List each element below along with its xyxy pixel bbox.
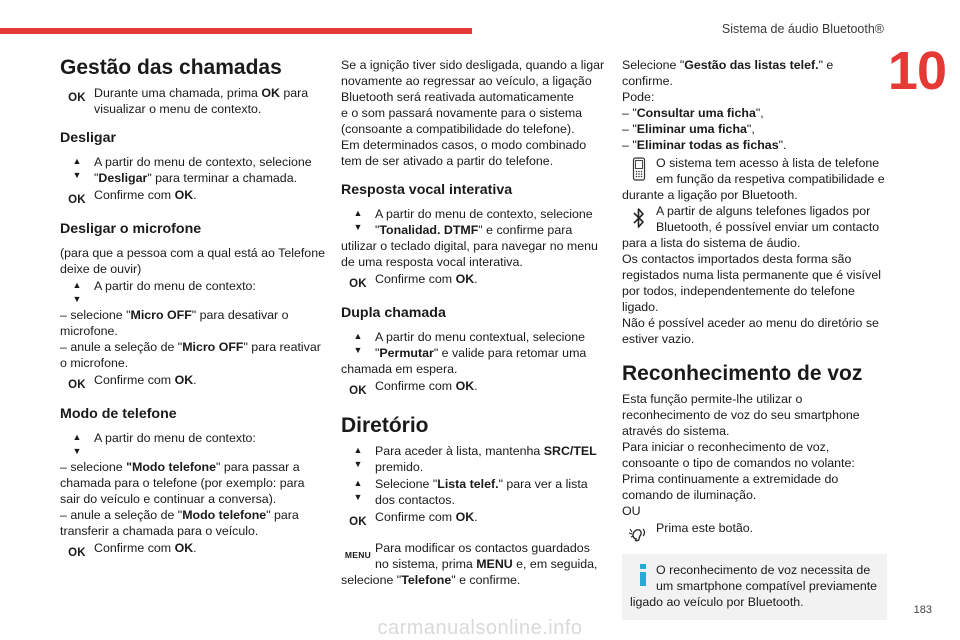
header-section-title: Sistema de áudio Bluetooth® xyxy=(721,22,884,36)
title-diretorio: Diretório xyxy=(341,414,429,437)
voz-paragraph-2: Para iniciar o reconhecimento de voz, consoante o tipo de comandos no volante: xyxy=(622,440,855,470)
bluetooth-icon xyxy=(632,207,646,229)
resposta-confirm: OK Confirme com OK. xyxy=(349,272,478,290)
note-bluetooth-3: Não é possível aceder ao menu do diretório se estiver vazio. xyxy=(622,316,879,346)
voz-paragraph-3: Prima continuamente a extremidade do comando de iluminação. xyxy=(622,472,839,502)
note-bluetooth-2: Os contactos importados desta forma são registados numa lista permanente que é visível por todos, independentemente do telefone ligado. xyxy=(622,252,881,314)
arrow-down-icon: ▼ xyxy=(353,492,363,502)
arrow-up-icon: ▲ xyxy=(353,208,363,218)
title-reconhecimento-voz: Reconhecimento de voz xyxy=(622,362,863,385)
arrow-down-icon: ▼ xyxy=(353,222,363,232)
arrow-up-icon: ▲ xyxy=(353,331,363,341)
dupla-confirm: OK Confirme com OK. xyxy=(349,379,478,397)
ok-button-icon: OK xyxy=(68,379,86,391)
resposta-step: ▲ ▼ A partir do menu de contexto, selecione "Tonalidad. DTMF" e confirme para utilizar o teclado digital, para navegar no menu de uma resposta vocal interativa. xyxy=(341,207,598,269)
gestao-listas: Selecione "Gestão das listas telef." e confirme. xyxy=(622,58,834,88)
desligar-confirm: OK Confirme com OK. xyxy=(68,188,197,206)
menu-button-icon: MENU xyxy=(344,550,372,560)
arrow-up-icon: ▲ xyxy=(353,445,363,455)
intro-step: OK Durante uma chamada, prima OK para visualizar o menu de contexto. xyxy=(68,86,309,116)
ok-button-icon: OK xyxy=(68,194,86,206)
microfone-step: ▲ ▼ A partir do menu de contexto: xyxy=(72,279,256,304)
header-accent-bar xyxy=(0,28,472,34)
pode-label: Pode: xyxy=(622,90,655,104)
microfone-description: (para que a pessoa com a qual está ao Telefone deixe de ouvir) xyxy=(60,246,325,276)
arrow-up-icon: ▲ xyxy=(353,478,363,488)
heading-desligar: Desligar xyxy=(60,130,116,146)
arrow-up-icon: ▲ xyxy=(72,156,82,166)
page-number: 183 xyxy=(913,604,932,616)
heading-modo-telefone: Modo de telefone xyxy=(60,406,177,422)
info-icon xyxy=(639,564,647,586)
telefone-confirm: OK Confirme com OK. xyxy=(68,541,197,559)
arrow-down-icon: ▼ xyxy=(72,294,82,304)
ok-button-icon: OK xyxy=(349,516,367,528)
arrow-down-icon: ▼ xyxy=(353,345,363,355)
option-eliminar-todas: – "Eliminar todas as fichas". xyxy=(622,138,787,152)
voz-paragraph-1: Esta função permite-lhe utilizar o reconhecimento de voz do seu smartphone através do sistema. xyxy=(622,392,860,438)
column-1 xyxy=(60,50,325,562)
diretorio-step-1: ▲ ▼ Para aceder à lista, mantenha SRC/TEL premido. xyxy=(353,444,597,474)
microfone-line-2: – anule a seleção de "Micro OFF" para reativar o microfone. xyxy=(60,340,321,370)
ok-button-icon: OK xyxy=(68,547,86,559)
telefone-step: ▲ ▼ A partir do menu de contexto: xyxy=(72,431,256,456)
ignition-text: Se a ignição tiver sido desligada, quando a ligar novamente ao regressar ao veículo, a ligação Bluetooth será reativada automaticamente xyxy=(341,58,605,104)
arrow-up-icon: ▲ xyxy=(72,280,82,290)
ok-button-icon: OK xyxy=(349,278,367,290)
voz-ou: OU xyxy=(622,504,641,518)
column-3 xyxy=(622,57,887,620)
ok-button-icon: OK xyxy=(68,92,86,104)
dupla-step: ▲ ▼ A partir do menu contextual, selecione "Permutar" e valide para retomar uma chamada em espera. xyxy=(341,330,587,376)
option-consultar: – "Consultar uma ficha", xyxy=(622,106,764,120)
arrow-up-icon: ▲ xyxy=(72,432,82,442)
microfone-line-1: – selecione "Micro OFF" para desativar o microfone. xyxy=(60,308,289,338)
chapter-number: 10 xyxy=(887,41,946,101)
diretorio-menu-step: MENU Para modificar os contactos guardados no sistema, prima MENU e, em seguida, selecione "Telefone" e confirme. xyxy=(341,541,598,587)
note-phone: O sistema tem acesso à lista de telefone em função da respetiva compatibilidade e durante a ligação por Bluetooth. xyxy=(622,156,885,202)
info-text: O reconhecimento de voz necessita de um smartphone compatível previamente ligado ao veículo por Bluetooth. xyxy=(630,563,878,609)
ok-button-icon: OK xyxy=(349,385,367,397)
heading-desligar-microfone: Desligar o microfone xyxy=(60,221,202,237)
heading-dupla-chamada: Dupla chamada xyxy=(341,305,446,321)
option-eliminar: – "Eliminar uma ficha", xyxy=(622,122,755,136)
voz-button-step: Prima este botão. xyxy=(622,520,887,542)
desligar-step: ▲ ▼ A partir do menu de contexto, selecione "Desligar" para terminar a chamada. xyxy=(72,155,312,185)
title-gestao-chamadas: Gestão das chamadas xyxy=(60,56,282,79)
diretorio-confirm: OK Confirme com OK. xyxy=(349,510,478,528)
column-2 xyxy=(341,57,606,588)
note-bluetooth: A partir de alguns telefones ligados por Bluetooth, é possível enviar um contacto para a lista do sistema de áudio. xyxy=(622,204,880,250)
info-box xyxy=(622,554,887,620)
microfone-confirm: OK Confirme com OK. xyxy=(68,373,197,391)
arrow-down-icon: ▼ xyxy=(72,170,82,180)
arrow-down-icon: ▼ xyxy=(353,459,363,469)
voice-command-icon xyxy=(627,524,651,542)
mobile-phone-icon xyxy=(632,157,646,181)
telefone-line-1: – selecione "Modo telefone" para passar a chamada para o telefone (por exemplo: para sair do veículo e continuar a conversa). xyxy=(60,460,305,506)
ignition-text-3: Em determinados casos, o modo combinado tem de ser ativado a partir do telefone. xyxy=(341,138,587,168)
diretorio-step-2: ▲ ▼ Selecione "Lista telef." para ver a lista dos contactos. xyxy=(353,477,588,507)
arrow-down-icon: ▼ xyxy=(72,446,82,456)
ignition-text-2: e o som passará novamente para o sistema (consoante a compatibilidade do telefone). xyxy=(341,106,583,136)
watermark: carmanualsonline.info xyxy=(377,617,583,639)
telefone-line-2: – anule a seleção de "Modo telefone" para transferir a chamada para o veículo. xyxy=(60,508,299,538)
heading-resposta-vocal: Resposta vocal interativa xyxy=(341,182,513,198)
